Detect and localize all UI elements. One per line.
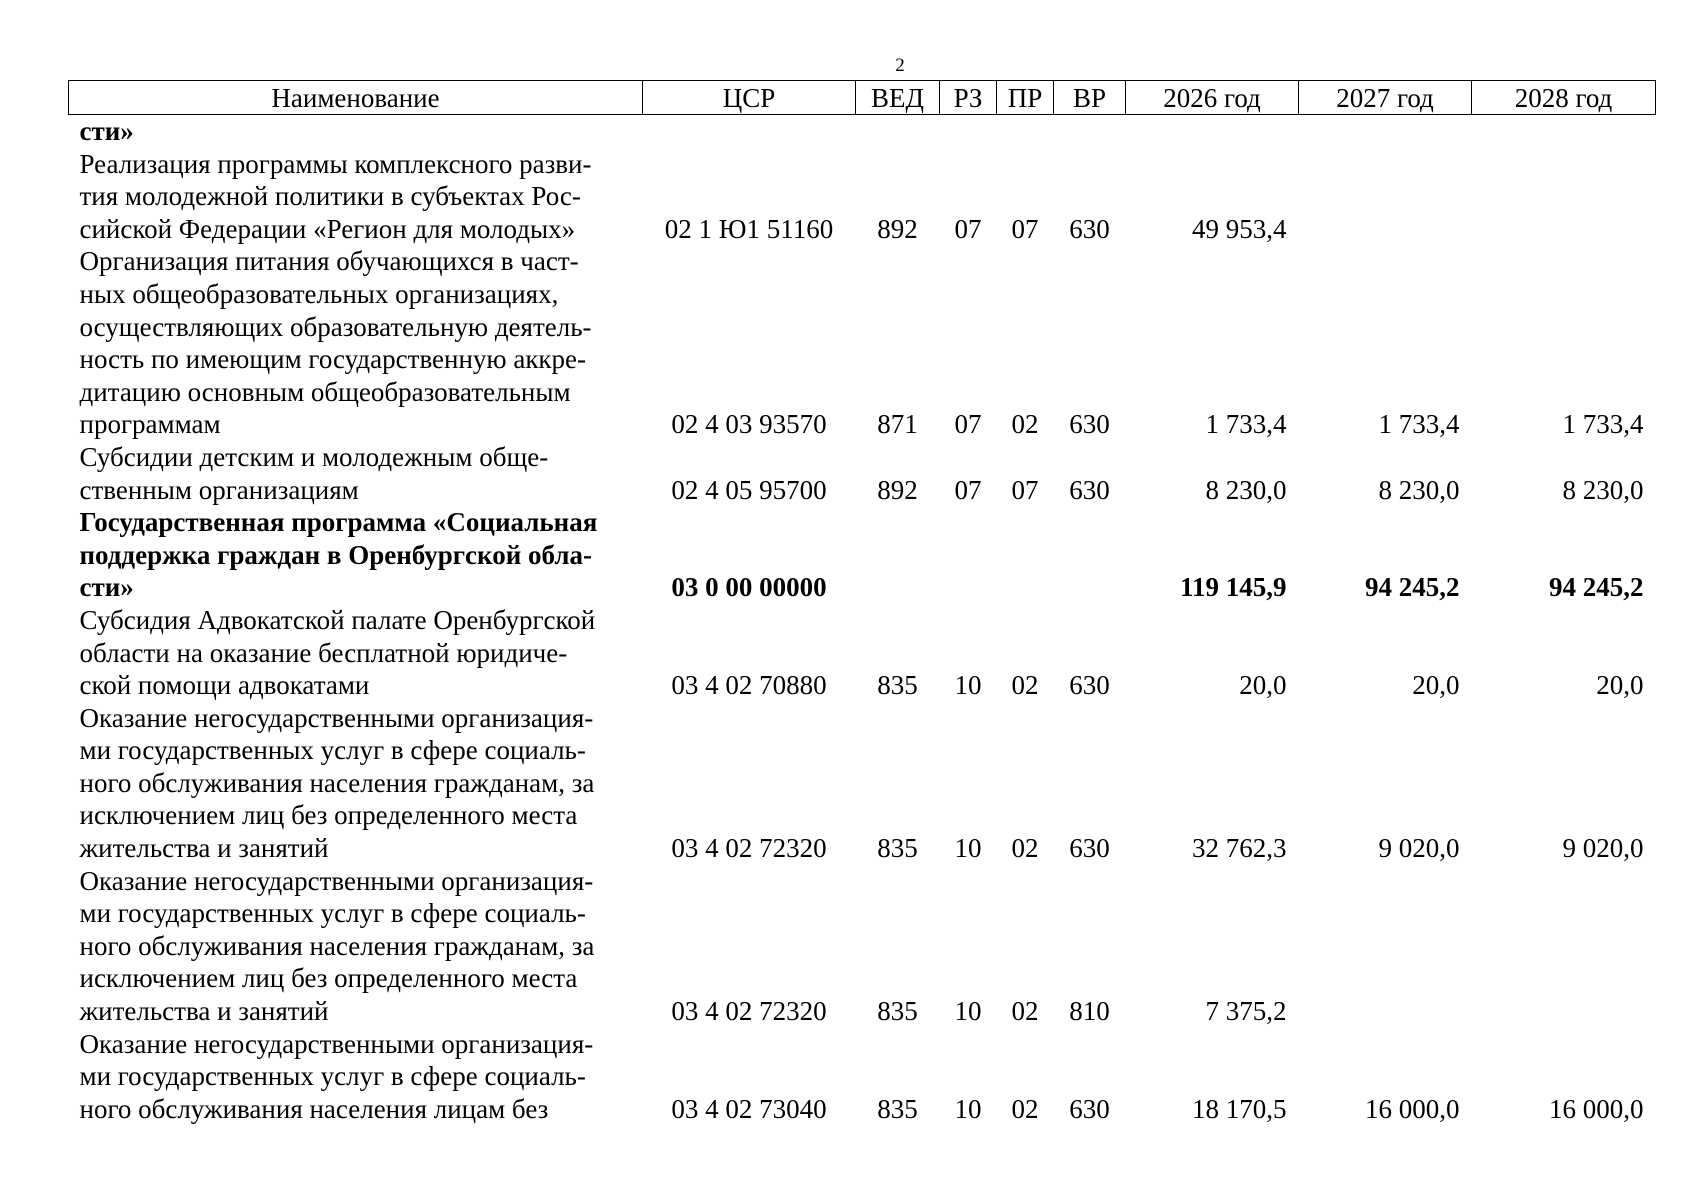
table-row [69, 702, 1656, 865]
cell-2028 [1472, 148, 1656, 246]
name-line: сийской Федерации «Регион для молодых» [79, 213, 576, 244]
cell-rz: 10 [954, 996, 982, 1027]
name-line: Реализация программы комплексного разви- [79, 148, 592, 179]
table-row [69, 245, 1656, 441]
cell-2027: 94 245,2 [1365, 572, 1460, 603]
cell-csr: 03 4 02 72320 [671, 833, 827, 864]
cell-2028: 94 245,2 [1549, 572, 1644, 603]
name-line: ность по имеющим государственную аккре- [79, 344, 587, 375]
cell-2026: 8 230,0 [1205, 474, 1287, 505]
name-line: Государственная программа «Социальная [79, 507, 598, 538]
name-line: тия молодежной политики в субъектах Рос- [79, 181, 581, 212]
name-line: Субсидии детским и молодежным обще- [79, 441, 549, 472]
name-line: Оказание негосударственными организация- [79, 865, 594, 896]
name-line: ми государственных услуг в сфере социаль- [79, 1061, 586, 1092]
name-line: ного обслуживания населения лицам без [79, 1093, 549, 1124]
cell-rz: 07 [954, 474, 982, 505]
cell-name [69, 702, 643, 865]
cell-vr: 810 [1069, 996, 1110, 1027]
cell-pr [997, 506, 1054, 604]
cell-2027: 16 000,0 [1365, 1093, 1460, 1124]
header-2028: 2028 год [1472, 81, 1656, 115]
cell-vr: 630 [1069, 833, 1110, 864]
name-line: ми государственных услуг в сфере социаль- [79, 898, 586, 929]
cell-pr: 02 [1011, 833, 1039, 864]
cell-rz [940, 506, 997, 604]
name-line: Оказание негосударственными организация- [79, 1028, 594, 1059]
cell-rz: 07 [954, 409, 982, 440]
cell-vr [1054, 506, 1126, 604]
table-row [69, 865, 1656, 1028]
cell-name [69, 148, 643, 246]
header-csr: ЦСР [643, 81, 856, 115]
header-2026: 2026 год [1126, 81, 1299, 115]
name-line: сти» [79, 572, 134, 603]
name-line: исключением лиц без определенного места [79, 800, 578, 831]
cell-2027: 9 020,0 [1378, 833, 1460, 864]
table-row [69, 441, 1656, 506]
cell-pr: 07 [1011, 213, 1039, 244]
name-line: ственным организациям [79, 474, 359, 505]
cell-rz: 07 [954, 213, 982, 244]
cell-vr: 630 [1069, 213, 1110, 244]
name-line: ской помощи адвокатами [79, 670, 370, 701]
cell-rz: 10 [954, 833, 982, 864]
table-header [69, 81, 1656, 115]
name-line: ми государственных услуг в сфере социаль- [79, 735, 586, 766]
cell-2028: 20,0 [1596, 670, 1644, 701]
cell-2028: 1 733,4 [1562, 409, 1644, 440]
cell-2026: 18 170,5 [1192, 1093, 1287, 1124]
cell-pr: 02 [1011, 1093, 1039, 1124]
name-line: осуществляющих образовательную деятель- [79, 311, 592, 342]
cell-2028 [1472, 865, 1656, 1028]
name-line: ного обслуживания населения гражданам, за [79, 930, 595, 961]
cell-pr [997, 115, 1054, 148]
name-line: сти» [79, 116, 134, 146]
cell-2027: 1 733,4 [1378, 409, 1460, 440]
cell-2028 [1472, 115, 1656, 148]
cell-2026: 119 145,9 [1179, 572, 1287, 603]
header-2027: 2027 год [1299, 81, 1472, 115]
name-line: области на оказание бесплатной юридиче- [79, 637, 568, 668]
cell-2027 [1299, 115, 1472, 148]
cell-2027 [1299, 148, 1472, 246]
cell-pr: 02 [1011, 409, 1039, 440]
table-row [69, 1028, 1656, 1126]
cell-2026: 20,0 [1239, 670, 1287, 701]
cell-csr: 02 4 03 93570 [671, 409, 827, 440]
header-ved: ВЕД [856, 81, 940, 115]
cell-pr: 02 [1011, 996, 1039, 1027]
name-line: жительства и занятий [79, 833, 329, 864]
cell-csr: 03 4 02 73040 [671, 1093, 827, 1124]
cell-name [69, 865, 643, 1028]
name-line: Организация питания обучающихся в част- [79, 246, 579, 277]
name-line: ного обслуживания населения гражданам, за [79, 767, 595, 798]
budget-table [68, 80, 1656, 1125]
name-line: исключением лиц без определенного места [79, 963, 578, 994]
header-name: Наименование [69, 81, 643, 115]
cell-name [69, 506, 643, 604]
header-row [69, 81, 1656, 115]
header-vr: ВР [1054, 81, 1126, 115]
cell-2027 [1299, 865, 1472, 1028]
cell-name [69, 604, 643, 702]
cell-name [69, 441, 643, 506]
name-line: Оказание негосударственными организация- [79, 702, 594, 733]
name-line: поддержка граждан в Оренбургской обла- [79, 539, 592, 570]
name-line: ных общеобразовательных организациях, [79, 278, 559, 309]
cell-csr [643, 115, 856, 148]
cell-ved [856, 506, 940, 604]
cell-2026: 1 733,4 [1205, 409, 1287, 440]
cell-vr: 630 [1069, 1093, 1110, 1124]
cell-csr: 02 1 Ю1 51160 [664, 213, 834, 244]
table-row [69, 148, 1656, 246]
cell-2027: 20,0 [1412, 670, 1460, 701]
cell-2028: 9 020,0 [1562, 833, 1644, 864]
cell-2027: 8 230,0 [1378, 474, 1460, 505]
cell-2028: 8 230,0 [1562, 474, 1644, 505]
cell-2026: 7 375,2 [1205, 996, 1287, 1027]
table-row [69, 115, 1656, 148]
cell-vr [1054, 115, 1126, 148]
cell-ved: 835 [877, 996, 918, 1027]
cell-vr: 630 [1069, 670, 1110, 701]
header-rz: РЗ [940, 81, 997, 115]
cell-ved [856, 115, 940, 148]
cell-vr: 630 [1069, 409, 1110, 440]
cell-ved: 835 [877, 670, 918, 701]
name-line: жительства и занятий [79, 996, 329, 1027]
cell-name [69, 1028, 643, 1126]
cell-ved: 892 [877, 213, 918, 244]
name-line: дитацию основным общеобразовательным [79, 376, 571, 407]
cell-csr: 03 4 02 70880 [671, 670, 827, 701]
cell-2026: 32 762,3 [1192, 833, 1287, 864]
name-line: программам [79, 409, 221, 440]
cell-csr: 03 4 02 72320 [671, 996, 827, 1027]
table-row [69, 604, 1656, 702]
cell-rz: 10 [954, 1093, 982, 1124]
cell-name [69, 245, 643, 441]
cell-2026: 49 953,4 [1192, 213, 1287, 244]
cell-vr: 630 [1069, 474, 1110, 505]
cell-csr: 03 0 00 00000 [671, 572, 827, 603]
cell-ved: 892 [877, 474, 918, 505]
name-line: Субсидия Адвокатской палате Оренбургской [79, 604, 596, 635]
header-pr: ПР [997, 81, 1054, 115]
table-row [69, 506, 1656, 604]
cell-ved: 871 [877, 409, 918, 440]
cell-csr: 02 4 05 95700 [671, 474, 827, 505]
cell-ved: 835 [877, 833, 918, 864]
table-body [69, 115, 1656, 1126]
cell-rz: 10 [954, 670, 982, 701]
page-number: 2 [895, 55, 905, 76]
cell-2026 [1126, 115, 1299, 148]
cell-pr: 07 [1011, 474, 1039, 505]
cell-pr: 02 [1011, 670, 1039, 701]
cell-2028: 16 000,0 [1549, 1093, 1644, 1124]
cell-rz [940, 115, 997, 148]
cell-ved: 835 [877, 1093, 918, 1124]
cell-name [69, 115, 643, 148]
